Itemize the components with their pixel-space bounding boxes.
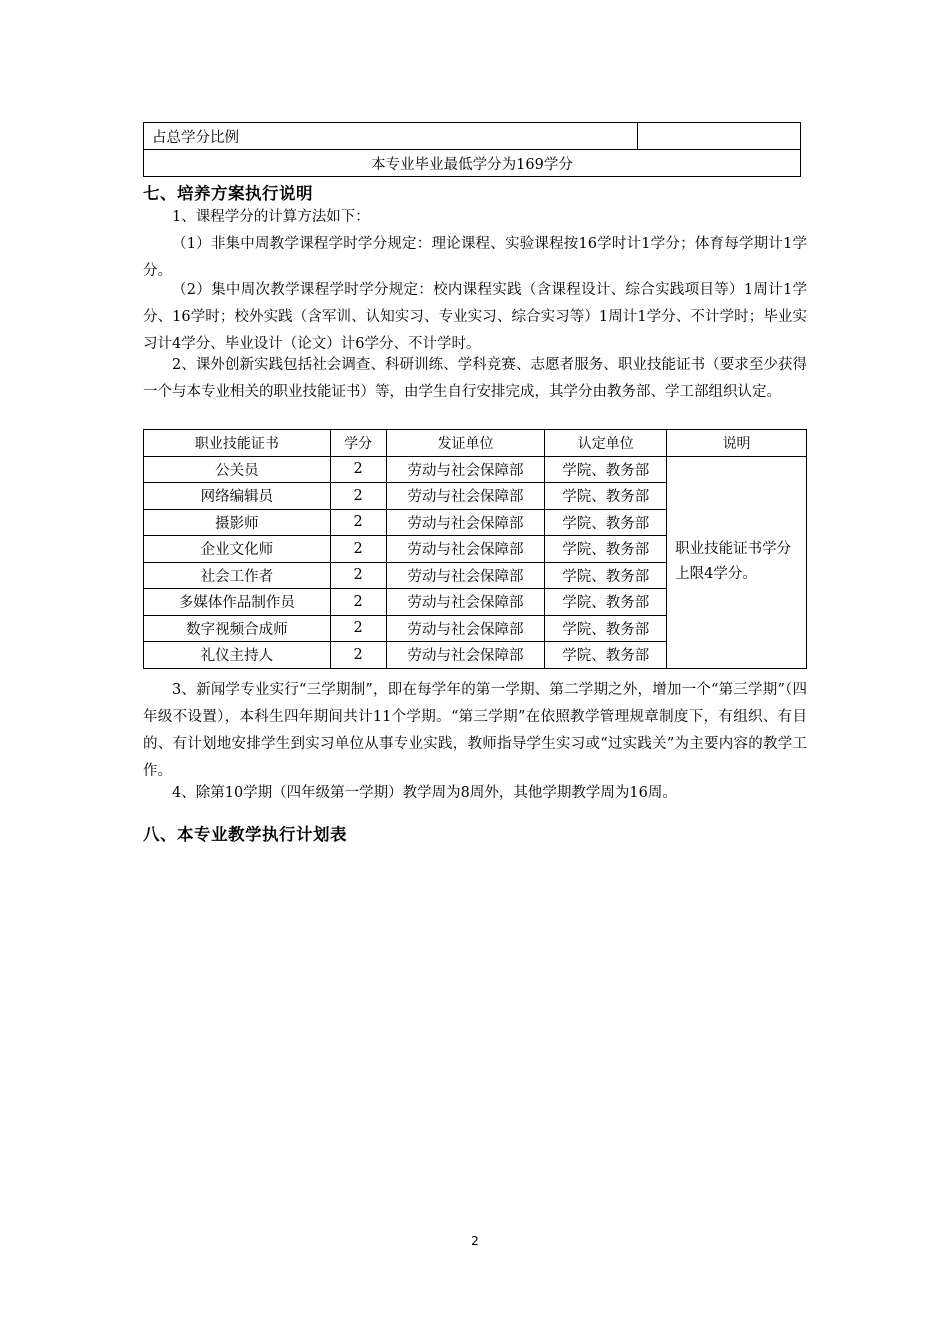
certificate-credit: 2 (330, 642, 386, 669)
certificate-issuer: 劳动与社会保障部 (386, 456, 545, 483)
certificate-issuer: 劳动与社会保障部 (386, 589, 545, 616)
certificate-credit: 2 (330, 589, 386, 616)
paragraph-3: 3、新闻学专业实行“三学期制”，即在每学年的第一学期、第二学期之外，增加一个“第三学期”（四年级不设置），本科生四年期间共计11个学期。“第三学期”在依照教学管理规章制度下，有组织、有目的、有计划地安排学生到实习单位从事专业实践，教师指导学生实习或“过实践关”为主要内容的教学工作。 (143, 682, 807, 779)
table-row (144, 456, 807, 483)
certificate-credit: 2 (330, 615, 386, 642)
min-credits-cell: 本专业毕业最低学分为169学分 (144, 150, 801, 177)
credit-summary-table (143, 122, 801, 177)
certificate-issuer: 劳动与社会保障部 (386, 615, 545, 642)
certificate-issuer: 劳动与社会保障部 (386, 483, 545, 510)
certificate-certifier: 学院、教务部 (545, 562, 667, 589)
certificate-certifier: 学院、教务部 (545, 536, 667, 563)
certificate-certifier: 学院、教务部 (545, 509, 667, 536)
header-certifier: 认定单位 (545, 430, 667, 457)
paragraph-1-title: 1、课程学分的计算方法如下： (172, 209, 370, 225)
certificate-name: 摄影师 (144, 509, 331, 536)
certificate-certifier: 学院、教务部 (545, 483, 667, 510)
section-7-heading: 七、培养方案执行说明 (143, 184, 313, 203)
certificate-table (143, 429, 807, 669)
paragraph-2: 2、课外创新实践包括社会调查、科研训练、学科竞赛、志愿者服务、职业技能证书（要求至少获得一个与本专业相关的职业技能证书）等，由学生自行安排完成，其学分由教务部、学工部组织认定。 (143, 357, 807, 400)
certificate-issuer: 劳动与社会保障部 (386, 536, 545, 563)
certificate-name: 多媒体作品制作员 (144, 589, 331, 616)
certificate-name: 礼仪主持人 (144, 642, 331, 669)
certificate-name: 数字视频合成师 (144, 615, 331, 642)
certificate-certifier: 学院、教务部 (545, 456, 667, 483)
certificate-issuer: 劳动与社会保障部 (386, 509, 545, 536)
section-8-heading: 八、本专业教学执行计划表 (143, 825, 347, 844)
certificate-credit: 2 (330, 456, 386, 483)
paragraph-1a: （1）非集中周教学课程学时学分规定：理论课程、实验课程按16学时计1学分；体育每学期计1学分。 (143, 236, 807, 279)
certificate-name: 企业文化师 (144, 536, 331, 563)
paragraph-1b: （2）集中周次教学课程学时学分规定：校内课程实践（含课程设计、综合实践项目等）1周计1学分、16学时；校外实践（含军训、认知实习、专业实习、综合实习等）1周计1学分、不计学时；毕业实习计4学分、毕业设计（论文）计6学分、不计学时。 (143, 282, 807, 352)
certificate-credit: 2 (330, 536, 386, 563)
certificate-issuer: 劳动与社会保障部 (386, 562, 545, 589)
certificate-certifier: 学院、教务部 (545, 615, 667, 642)
certificate-certifier: 学院、教务部 (545, 589, 667, 616)
certificate-credit: 2 (330, 509, 386, 536)
page-number: 2 (471, 1234, 479, 1248)
header-issuer: 发证单位 (386, 430, 545, 457)
certificate-name: 社会工作者 (144, 562, 331, 589)
header-certificate: 职业技能证书 (144, 430, 331, 457)
certificate-name: 公关员 (144, 456, 331, 483)
certificate-table-header (144, 430, 807, 457)
certificate-issuer: 劳动与社会保障部 (386, 642, 545, 669)
ratio-value-cell (638, 123, 801, 150)
certificate-note: 职业技能证书学分上限4学分。 (667, 456, 807, 668)
certificate-credit: 2 (330, 562, 386, 589)
certificate-name: 网络编辑员 (144, 483, 331, 510)
paragraph-4: 4、除第10学期（四年级第一学期）教学周为8周外，其他学期教学周为16周。 (172, 785, 677, 801)
ratio-label-cell: 占总学分比例 (144, 123, 638, 150)
header-credit: 学分 (330, 430, 386, 457)
header-note: 说明 (667, 430, 807, 457)
certificate-credit: 2 (330, 483, 386, 510)
certificate-certifier: 学院、教务部 (545, 642, 667, 669)
